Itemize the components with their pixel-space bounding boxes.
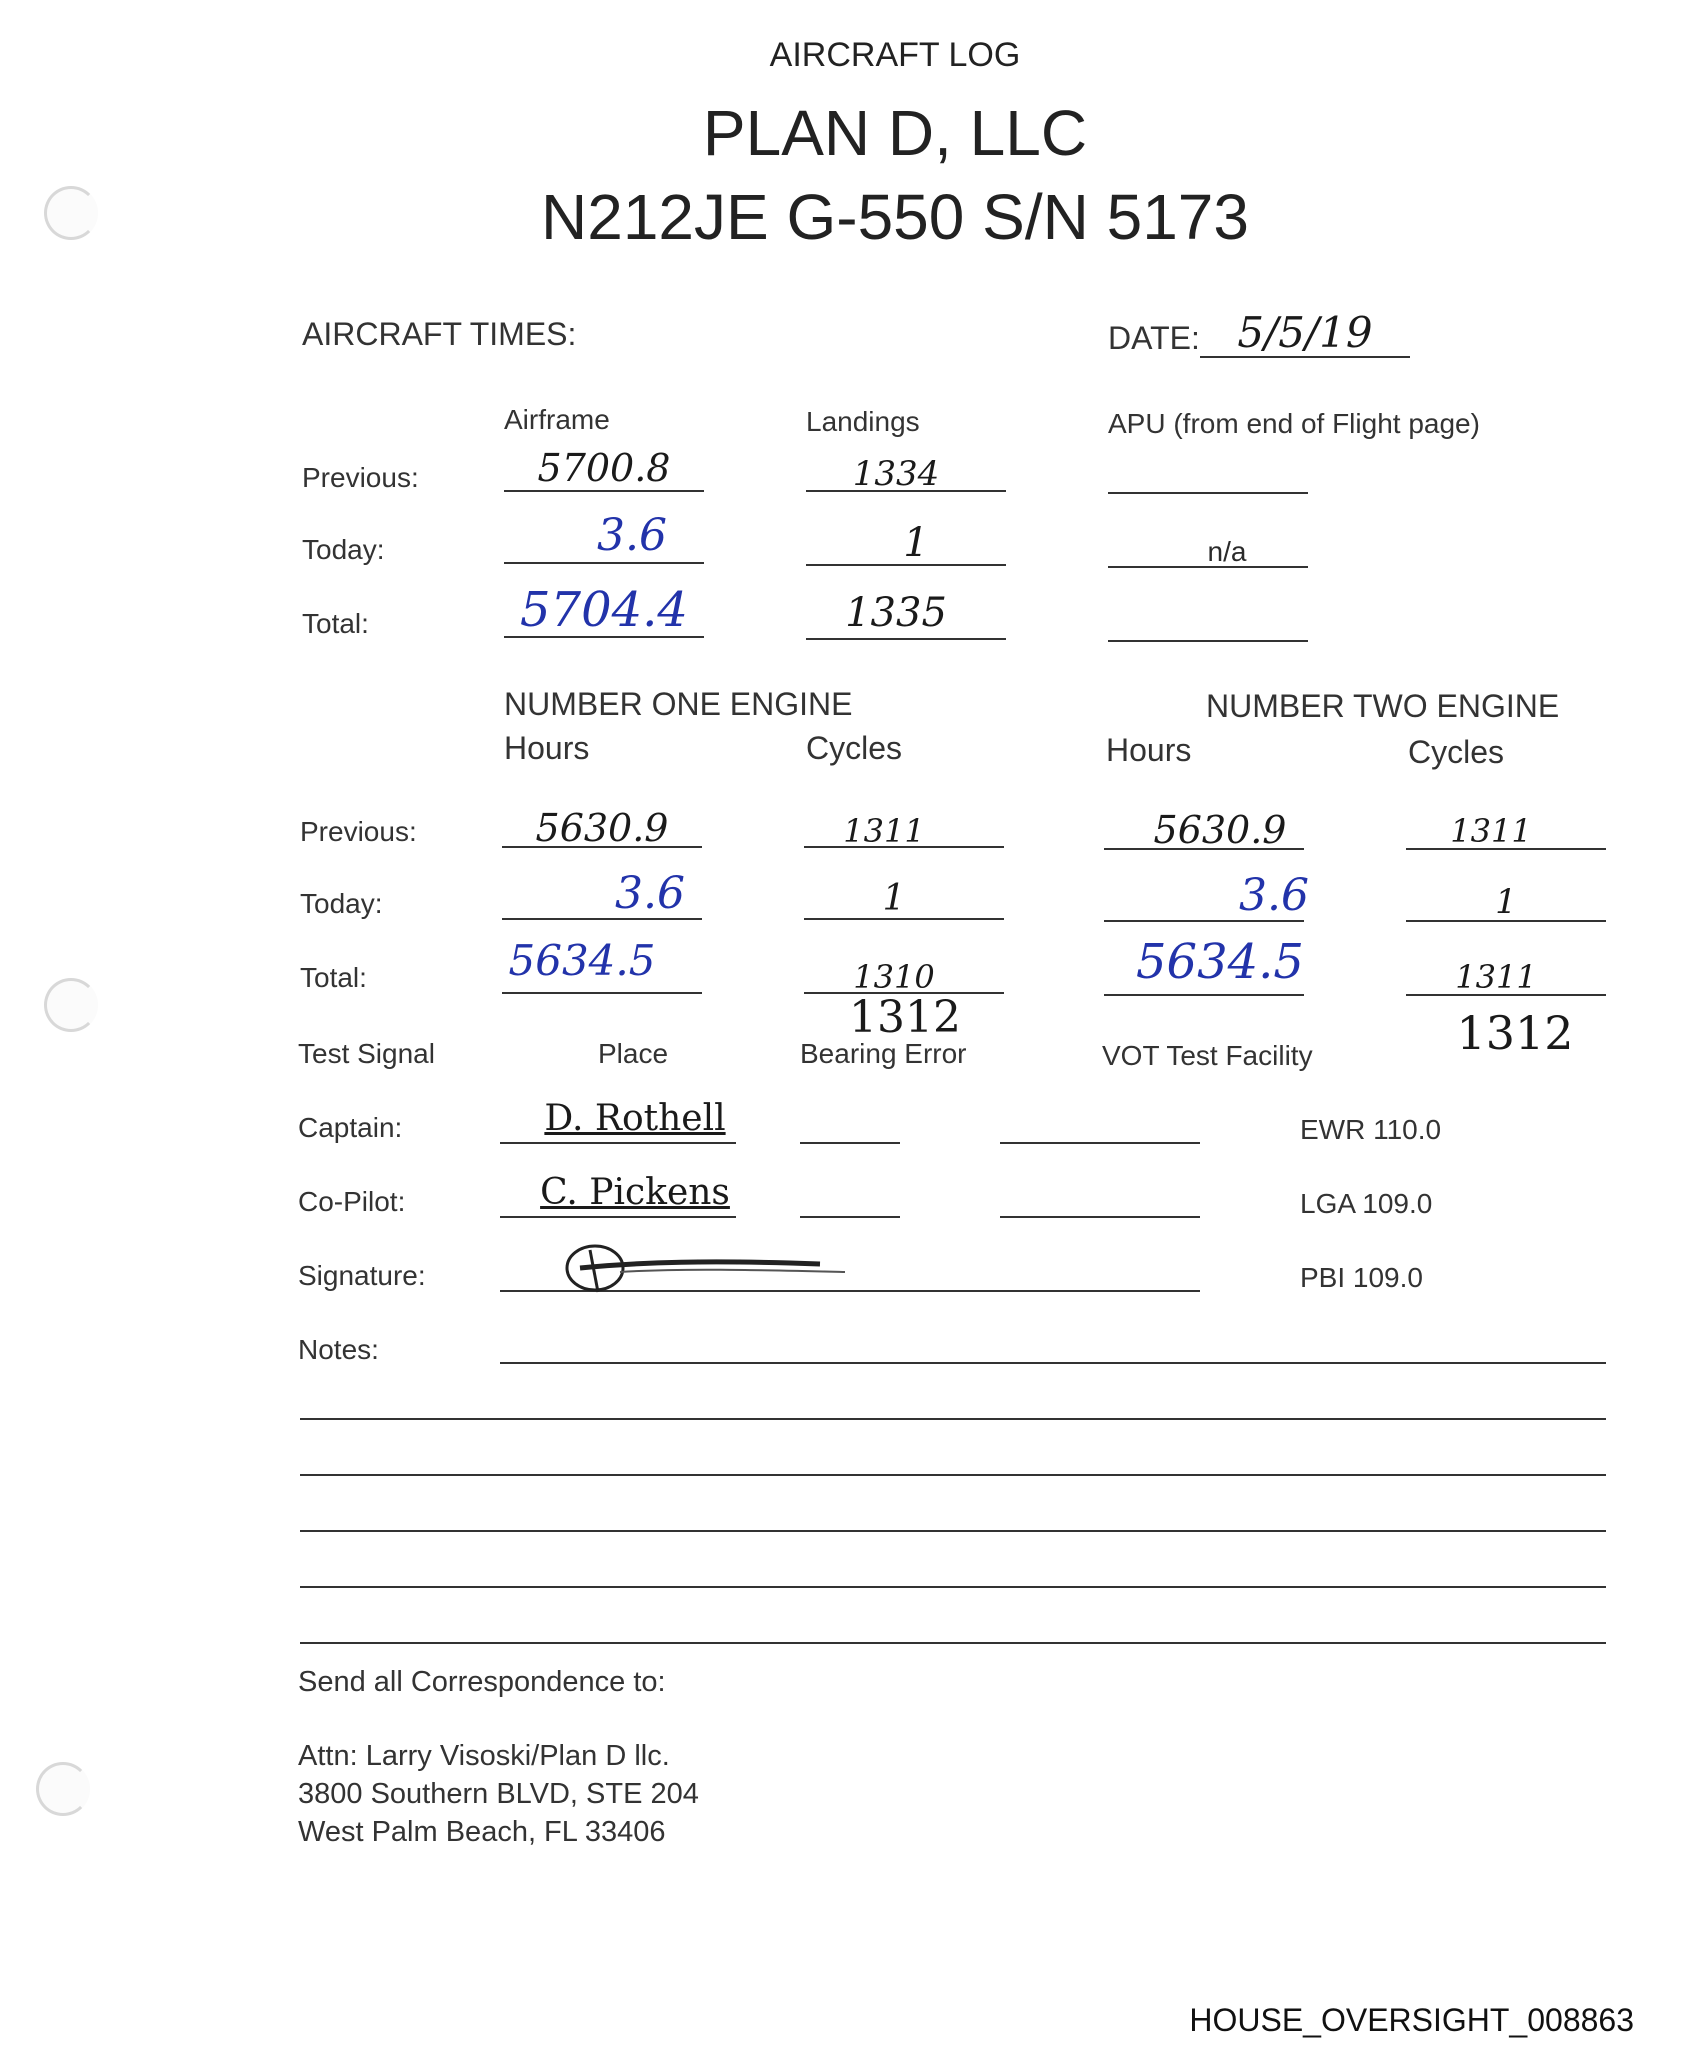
company-name: PLAN D, LLC bbox=[702, 97, 1088, 169]
col-bearing-error: Bearing Error bbox=[800, 1038, 967, 1069]
e2-cycles-previous: 1311 bbox=[1450, 812, 1532, 850]
copilot-name: C. Pickens bbox=[540, 1172, 730, 1213]
aircraft-times-heading: AIRCRAFT TIMES: bbox=[302, 316, 577, 352]
apu-previous-line bbox=[1108, 492, 1308, 494]
landings-total-line bbox=[806, 638, 1006, 640]
col-airframe: Airframe bbox=[504, 404, 610, 435]
correspondence-label: Send all Correspondence to: bbox=[298, 1666, 666, 1698]
e2-cycles-total: 1311 bbox=[1455, 958, 1537, 996]
binder-hole bbox=[36, 1762, 90, 1816]
airframe-previous-line bbox=[504, 490, 704, 492]
airframe-today: 3.6 bbox=[597, 510, 667, 561]
captain-bearing-line bbox=[800, 1142, 900, 1144]
engine-two-col-cycles: Cycles bbox=[1408, 734, 1505, 770]
airframe-total: 5704.4 bbox=[520, 582, 688, 638]
e1-cycles-total: 1310 bbox=[853, 958, 935, 996]
e1-cycles-correction: 1312 bbox=[849, 992, 961, 1043]
vot-facility-lga: LGA 109.0 bbox=[1300, 1188, 1433, 1219]
aircraft-identifier: N212JE G-550 S/N 5173 bbox=[541, 181, 1249, 253]
e2-hours-total-line bbox=[1104, 994, 1304, 996]
row-total: Total: bbox=[302, 608, 369, 639]
captain-label: Captain: bbox=[298, 1112, 403, 1143]
captain-line bbox=[500, 1142, 736, 1144]
test-signal-label: Test Signal bbox=[298, 1038, 435, 1069]
airframe-previous: 5700.8 bbox=[537, 446, 671, 490]
notes-label: Notes: bbox=[298, 1334, 379, 1365]
copilot-vot-line bbox=[1000, 1216, 1200, 1218]
copilot-bearing-line bbox=[800, 1216, 900, 1218]
landings-previous: 1334 bbox=[852, 454, 940, 494]
apu-today: n/a bbox=[1207, 536, 1247, 567]
e1-hours-today: 3.6 bbox=[615, 868, 685, 919]
address-line-3: West Palm Beach, FL 33406 bbox=[298, 1816, 666, 1848]
row-previous: Previous: bbox=[302, 462, 419, 493]
engine-one-title: NUMBER ONE ENGINE bbox=[504, 686, 853, 722]
col-vot-test-facility: VOT Test Facility bbox=[1102, 1040, 1313, 1071]
captain-name: D. Rothell bbox=[544, 1098, 726, 1139]
landings-total: 1335 bbox=[845, 590, 947, 636]
signature-label: Signature: bbox=[298, 1260, 426, 1291]
e1-cycles-previous: 1311 bbox=[843, 812, 925, 850]
address-line-2: 3800 Southern BLVD, STE 204 bbox=[298, 1778, 699, 1810]
e2-hours-total: 5634.5 bbox=[1136, 934, 1304, 990]
col-place: Place bbox=[598, 1038, 669, 1069]
vot-facility-pbi: PBI 109.0 bbox=[1300, 1262, 1423, 1293]
airframe-today-line bbox=[504, 562, 704, 564]
copilot-line bbox=[500, 1216, 736, 1218]
row-today: Today: bbox=[302, 534, 385, 565]
engine-two-title: NUMBER TWO ENGINE bbox=[1206, 688, 1560, 724]
e2-hours-previous: 5630.9 bbox=[1153, 808, 1287, 852]
engine-row-today: Today: bbox=[300, 888, 383, 919]
vot-facility-ewr: EWR 110.0 bbox=[1300, 1114, 1442, 1145]
notes-line bbox=[300, 1642, 1606, 1644]
copilot-label: Co-Pilot: bbox=[298, 1186, 406, 1217]
e1-hours-total-line bbox=[502, 992, 702, 994]
address-line-1: Attn: Larry Visoski/Plan D llc. bbox=[298, 1740, 670, 1772]
landings-today: 1 bbox=[903, 520, 929, 566]
notes-line bbox=[300, 1474, 1606, 1476]
form-title: AIRCRAFT LOG bbox=[769, 36, 1021, 74]
engine-one-col-cycles: Cycles bbox=[806, 730, 903, 766]
engine-row-previous: Previous: bbox=[300, 816, 417, 847]
e1-hours-total: 5634.5 bbox=[508, 936, 656, 985]
e1-cycles-today: 1 bbox=[882, 878, 906, 919]
apu-total-line bbox=[1108, 640, 1308, 642]
date-value: 5/5/19 bbox=[1237, 308, 1373, 357]
notes-line bbox=[300, 1418, 1606, 1420]
notes-line bbox=[500, 1362, 1606, 1364]
bates-stamp: HOUSE_OVERSIGHT_008863 bbox=[1189, 2002, 1634, 2038]
col-apu: APU (from end of Flight page) bbox=[1108, 408, 1480, 439]
e1-hours-previous: 5630.9 bbox=[535, 806, 669, 850]
date-label: DATE: bbox=[1108, 320, 1200, 356]
captain-vot-line bbox=[1000, 1142, 1200, 1144]
e2-cycles-correction: 1312 bbox=[1456, 1006, 1574, 1060]
engine-one-col-hours: Hours bbox=[504, 730, 590, 766]
e2-hours-today: 3.6 bbox=[1239, 870, 1309, 921]
binder-hole bbox=[44, 978, 98, 1032]
engine-two-col-hours: Hours bbox=[1106, 732, 1192, 768]
e2-cycles-today: 1 bbox=[1495, 882, 1517, 922]
engine-row-total: Total: bbox=[300, 962, 367, 993]
col-landings: Landings bbox=[806, 406, 920, 437]
notes-line bbox=[300, 1586, 1606, 1588]
signature-scribble bbox=[560, 1236, 850, 1296]
notes-line bbox=[300, 1530, 1606, 1532]
